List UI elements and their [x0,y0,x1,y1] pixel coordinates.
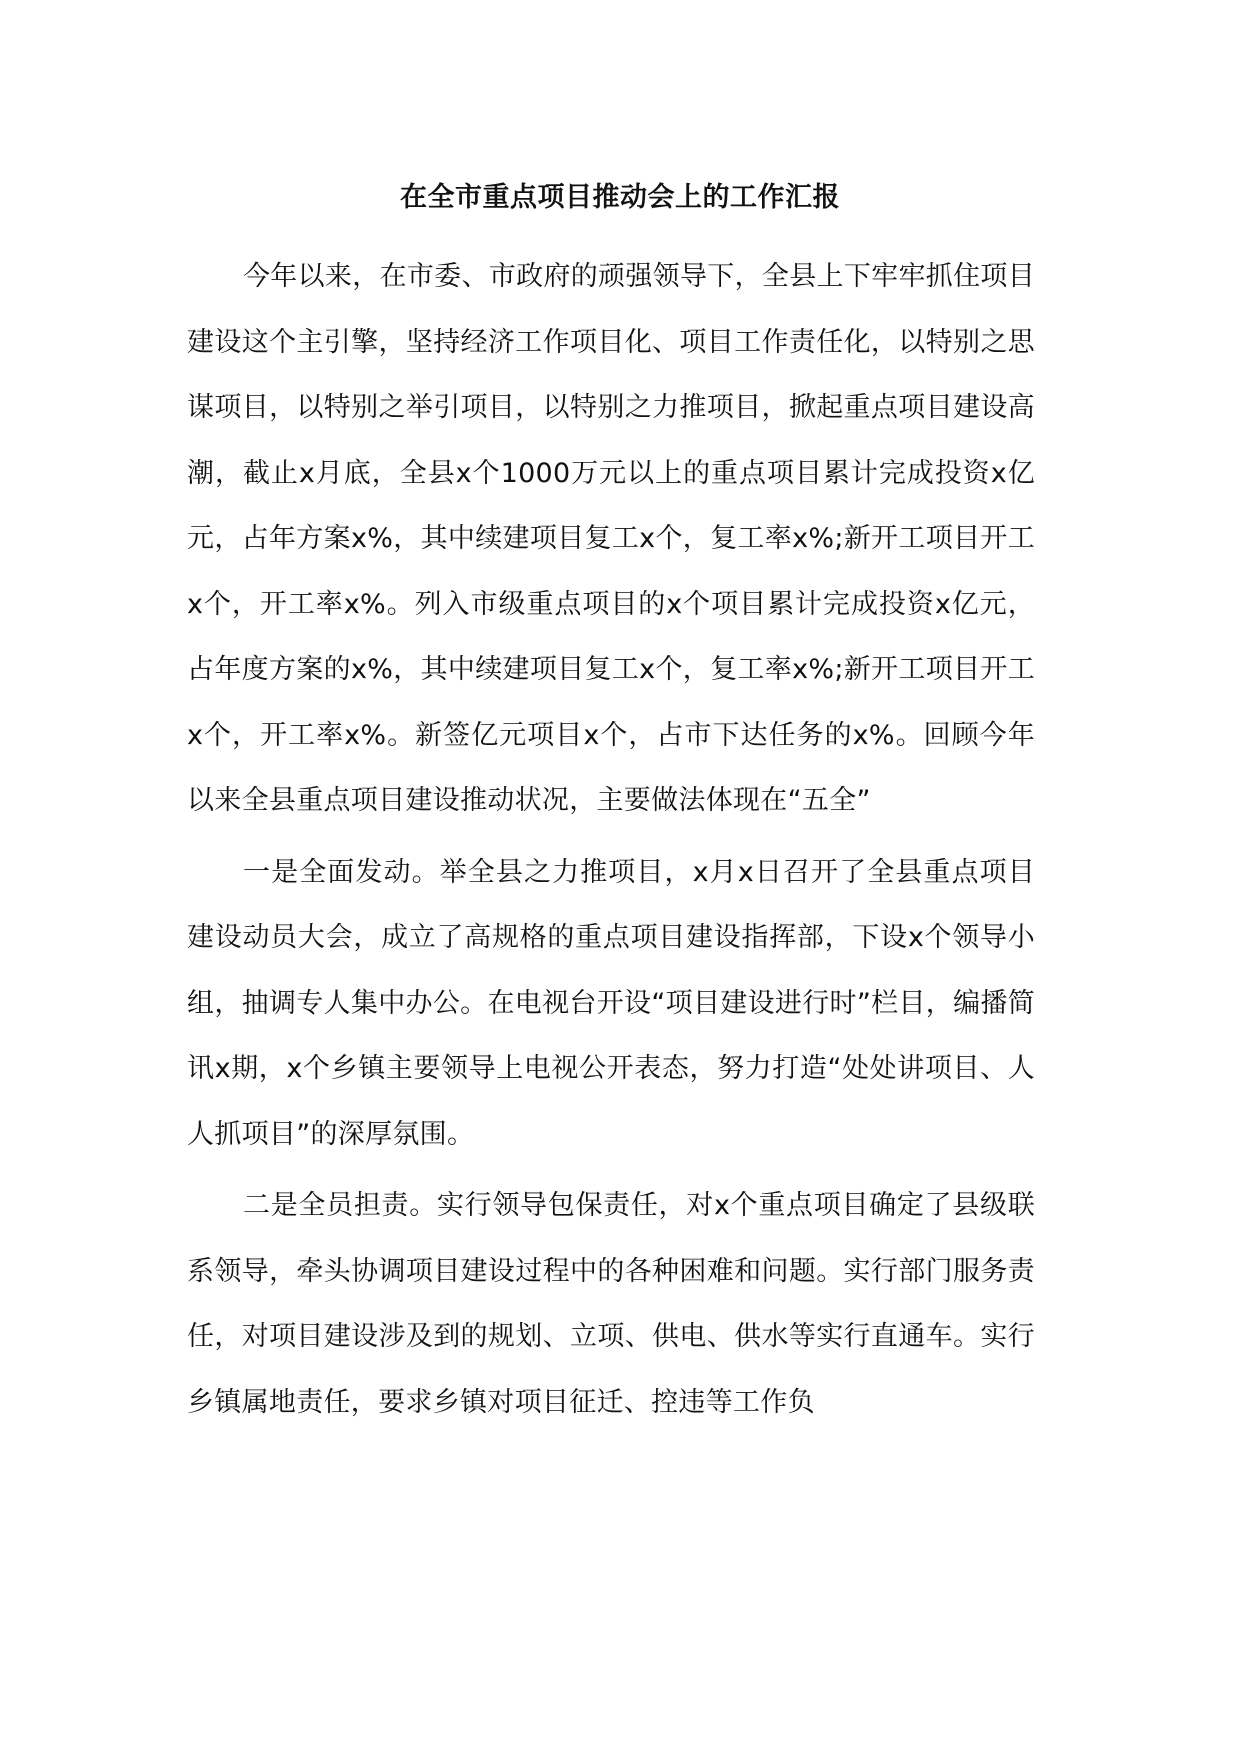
paragraph-intro: 今年以来，在市委、市政府的顽强领导下，全县上下牢牢抓住项目建设这个主引擎，坚持经济工作项目化、项目工作责任化，以特别之思谋项目，以特别之举引项目，以特别之力推项目，掀起重点项目建设高潮，截止x月底，全县x个1000万元以上的重点项目累计完成投资x亿元，占年方案x%，其中续建项目复工x个，复工率x%;新开工项目开工x个，开工率x%。列入市级重点项目的x个项目累计完成投资x亿元，占年度方案的x%，其中续建项目复工x个，复工率x%;新开工项目开工x个，开工率x%。新签亿元项目x个，占市下达任务的x%。回顾今年以来全县重点项目建设推动状况，主要做法体现在“五全” [187,261,1035,816]
paragraph-responsibility: 二是全员担责。实行领导包保责任，对x个重点项目确定了县级联系领导，牵头协调项目建设过程中的各种困难和问题。实行部门服务责任，对项目建设涉及到的规划、立项、供电、供水等实行直通车。实行乡镇属地责任，要求乡镇对项目征迁、控违等工作负 [187,1190,1035,1418]
document-body [187,244,1035,1441]
document-title: 在全市重点项目推动会上的工作汇报 [400,182,840,213]
paragraph-mobilization: 一是全面发动。举全县之力推项目，x月x日召开了全县重点项目建设动员大会，成立了高规格的重点项目建设指挥部，下设x个领导小组，抽调专人集中办公。在电视台开设“项目建设进行时”栏目，编播简讯x期，x个乡镇主要领导上电视公开表态，努力打造“处处讲项目、人人抓项目”的深厚氛围。 [187,856,1035,1150]
